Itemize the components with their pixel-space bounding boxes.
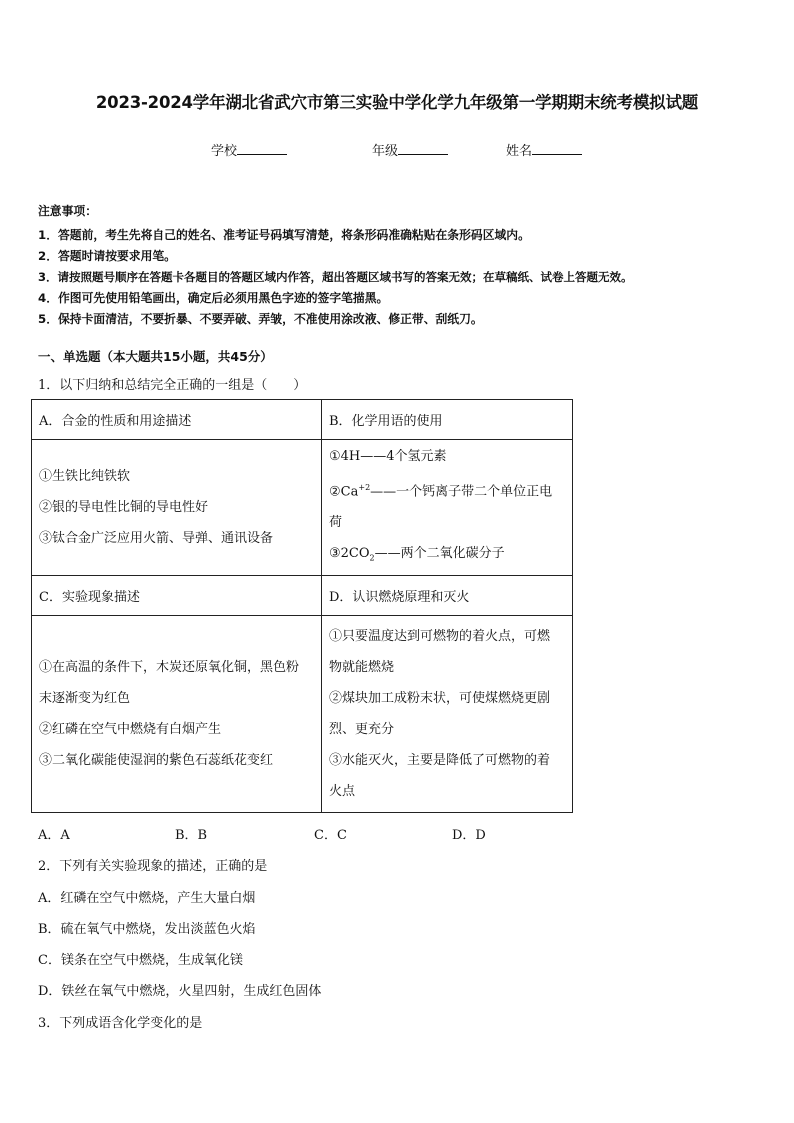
option-d-line: 物就能燃烧 — [329, 660, 395, 675]
name-blank[interactable] — [532, 142, 582, 155]
option-b-line: ①4H——4个氢元素 — [329, 449, 447, 465]
option-b-line: $②Ca^{+2}——$一个钙离子带二个单位正电 — [329, 483, 553, 500]
choice-b[interactable]: B．B — [175, 828, 208, 843]
school-label: 学校 — [211, 144, 238, 159]
notice-item: 2．答题时请按要求用笔。 — [38, 249, 176, 263]
option-d-line: ②煤块加工成粉末状，可使煤燃烧更剧 — [329, 691, 551, 706]
notice-block — [38, 202, 768, 330]
section-heading: 一、单选题（本大题共15小题，共45分） — [38, 349, 273, 364]
option-d-line: 烈、更充分 — [329, 722, 395, 737]
option-c-content — [32, 616, 322, 813]
option-c-heading: C．实验现象描述 — [32, 576, 322, 616]
question-2-option-b[interactable]: B．硫在氧气中燃烧，发出淡蓝色火焰 — [38, 922, 256, 937]
choice-d[interactable]: D．D — [452, 828, 486, 843]
grade-field[interactable] — [372, 140, 448, 159]
choice-a[interactable]: A．A — [38, 828, 70, 843]
option-d-line: ①只要温度达到可燃物的着火点，可燃 — [329, 629, 551, 644]
question-2-option-d[interactable]: D．铁丝在氧气中燃烧，火星四射，生成红色固体 — [38, 984, 322, 999]
option-d-heading: D．认识燃烧原理和灭火 — [322, 576, 573, 616]
option-b-line: $③2CO_2——$两个二氧化碳分子 — [329, 546, 505, 563]
option-b-line: 荷 — [329, 515, 343, 531]
choice-c[interactable]: C．C — [314, 828, 347, 843]
question-2-option-a[interactable]: A．红磷在空气中燃烧，产生大量白烟 — [38, 891, 256, 906]
question-2-stem: 2．下列有关实验现象的描述，正确的是 — [38, 859, 268, 874]
option-d-content — [322, 616, 573, 813]
option-c-line: ②红磷在空气中燃烧有白烟产生 — [39, 722, 222, 737]
school-blank[interactable] — [237, 142, 287, 155]
option-d-line: ③水能灭火，主要是降低了可燃物的着 — [329, 753, 551, 768]
grade-blank[interactable] — [398, 142, 448, 155]
option-a-line: ③钛合金广泛应用火箭、导弹、通讯设备 — [39, 531, 274, 546]
grade-label: 年级 — [372, 144, 399, 159]
name-label: 姓名 — [506, 144, 533, 159]
option-a-line: ①生铁比纯铁软 — [39, 469, 131, 484]
option-a-heading: A．合金的性质和用途描述 — [32, 400, 322, 440]
notice-heading: 注意事项： — [38, 204, 97, 218]
option-c-line: 末逐渐变为红色 — [39, 691, 131, 706]
notice-item: 1．答题前，考生先将自己的姓名、准考证号码填写清楚，将条形码准确粘贴在条形码区域内。 — [38, 228, 530, 242]
page-title: 2023-2024学年湖北省武穴市第三实验中学化学九年级第一学期期末统考模拟试题 — [95, 93, 699, 112]
question-1-table — [31, 399, 573, 813]
question-2-option-c[interactable]: C．镁条在空气中燃烧，生成氧化镁 — [38, 953, 243, 968]
notice-item: 4．作图可先使用铅笔画出，确定后必须用黑色字迹的签字笔描黑。 — [38, 291, 389, 305]
option-a-content — [32, 440, 322, 576]
option-a-line: ②银的导电性比铜的导电性好 — [39, 500, 209, 515]
question-3-stem: 3．下列成语含化学变化的是 — [38, 1016, 203, 1031]
option-b-content — [322, 440, 573, 576]
option-c-line: ③二氧化碳能使湿润的紫色石蕊纸花变红 — [39, 753, 274, 768]
option-d-line: 火点 — [329, 784, 356, 799]
notice-item: 5．保持卡面清洁，不要折暴、不要弄破、弄皱，不准使用涂改液、修正带、刮纸刀。 — [38, 312, 483, 326]
option-b-heading: B．化学用语的使用 — [322, 400, 573, 440]
school-field[interactable] — [211, 140, 287, 159]
question-1-stem: 1．以下归纳和总结完全正确的一组是（ ） — [38, 378, 307, 393]
name-field[interactable] — [506, 140, 582, 159]
notice-item: 3．请按照题号顺序在答题卡各题目的答题区域内作答，超出答题区域书写的答案无效；在草稿纸、试卷上答题无效。 — [38, 270, 633, 284]
option-c-line: ①在高温的条件下，木炭还原氧化铜，黑色粉 — [39, 660, 300, 675]
